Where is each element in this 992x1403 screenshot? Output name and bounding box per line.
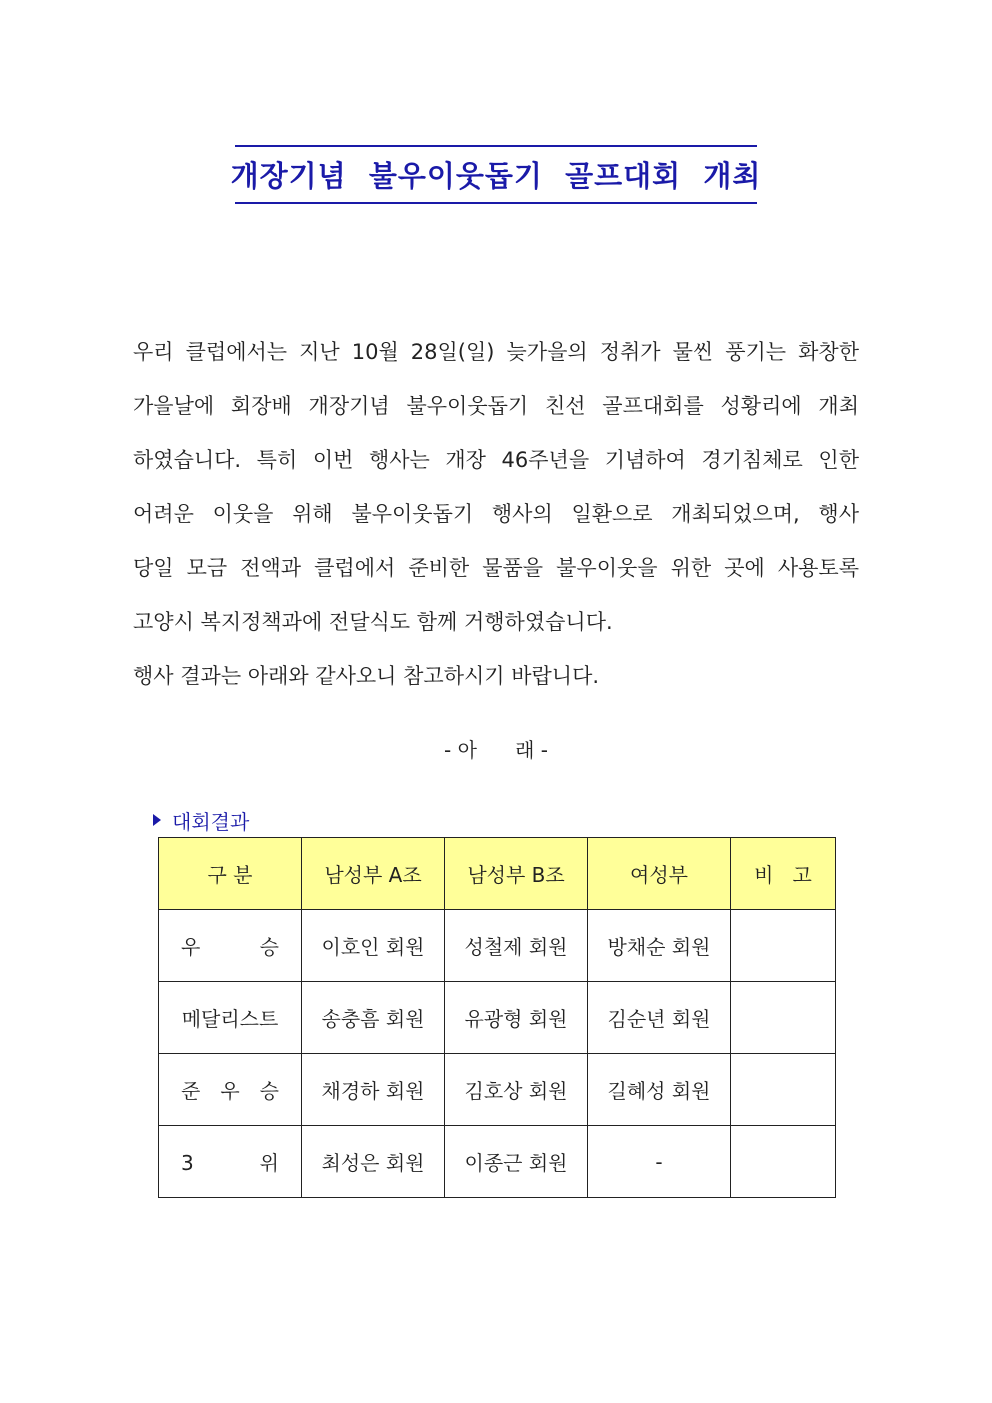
notice-heading: - 아 래 -: [444, 738, 548, 762]
table-row: [159, 1054, 836, 1126]
paragraph-line: 당일 모금 전액과 클럽에서 준비한 물품을 불우이웃을 위한 곳에 사용토록: [133, 556, 859, 580]
document-title: 개장기념 불우이웃돕기 골프대회 개최: [230, 159, 762, 193]
rank-cell: 3 위: [159, 1126, 302, 1198]
men-b-cell: 김호상 회원: [445, 1054, 588, 1126]
women-cell: -: [588, 1126, 731, 1198]
header-cell-note: 비 고: [731, 838, 836, 910]
paragraph-line: 하였습니다. 특히 이번 행사는 개장 46주년을 기념하여 경기침체로 인한: [133, 448, 859, 472]
results-table: [158, 837, 836, 1198]
header-cell-men-b: 남성부 B조: [445, 838, 588, 910]
paragraph-line: 고양시 복지정책과에 전달식도 함께 거행하였습니다.: [133, 610, 613, 634]
men-b-cell: 성철제 회원: [445, 910, 588, 982]
table-row: [159, 910, 836, 982]
note-cell: [731, 910, 836, 982]
men-b-cell: 유광형 회원: [445, 982, 588, 1054]
rank-cell: 메달리스트: [159, 982, 302, 1054]
men-a-cell: 송충흠 회원: [302, 982, 445, 1054]
paragraph-line: 행사 결과는 아래와 같사오니 참고하시기 바랍니다.: [133, 664, 600, 688]
women-cell: 방채순 회원: [588, 910, 731, 982]
triangle-bullet-icon: [153, 814, 161, 826]
women-cell: 김순년 회원: [588, 982, 731, 1054]
men-a-cell: 최성은 회원: [302, 1126, 445, 1198]
header-cell-men-a: 남성부 A조: [302, 838, 445, 910]
header-cell-category: 구 분: [159, 838, 302, 910]
rank-cell: 준 우 승: [159, 1054, 302, 1126]
document-title-box: [230, 145, 762, 204]
paragraph-line: 우리 클럽에서는 지난 10월 28일(일) 늦가을의 정취가 물씬 풍기는 화창한: [133, 340, 859, 364]
men-a-cell: 채경하 회원: [302, 1054, 445, 1126]
table-row: [159, 1126, 836, 1198]
note-cell: [731, 982, 836, 1054]
men-a-cell: 이호인 회원: [302, 910, 445, 982]
section-heading-label: 대회결과: [172, 809, 250, 834]
table-row: [159, 982, 836, 1054]
paragraph-line: 어려운 이웃을 위해 불우이웃돕기 행사의 일환으로 개최되었으며, 행사: [133, 502, 859, 526]
rank-cell: 우 승: [159, 910, 302, 982]
header-cell-women: 여성부: [588, 838, 731, 910]
table-header-row: [159, 838, 836, 910]
men-b-cell: 이종근 회원: [445, 1126, 588, 1198]
paragraph-line: 가을날에 회장배 개장기념 불우이웃돕기 친선 골프대회를 성황리에 개최: [133, 394, 859, 418]
section-heading: [153, 806, 249, 834]
note-cell: [731, 1126, 836, 1198]
women-cell: 길혜성 회원: [588, 1054, 731, 1126]
note-cell: [731, 1054, 836, 1126]
